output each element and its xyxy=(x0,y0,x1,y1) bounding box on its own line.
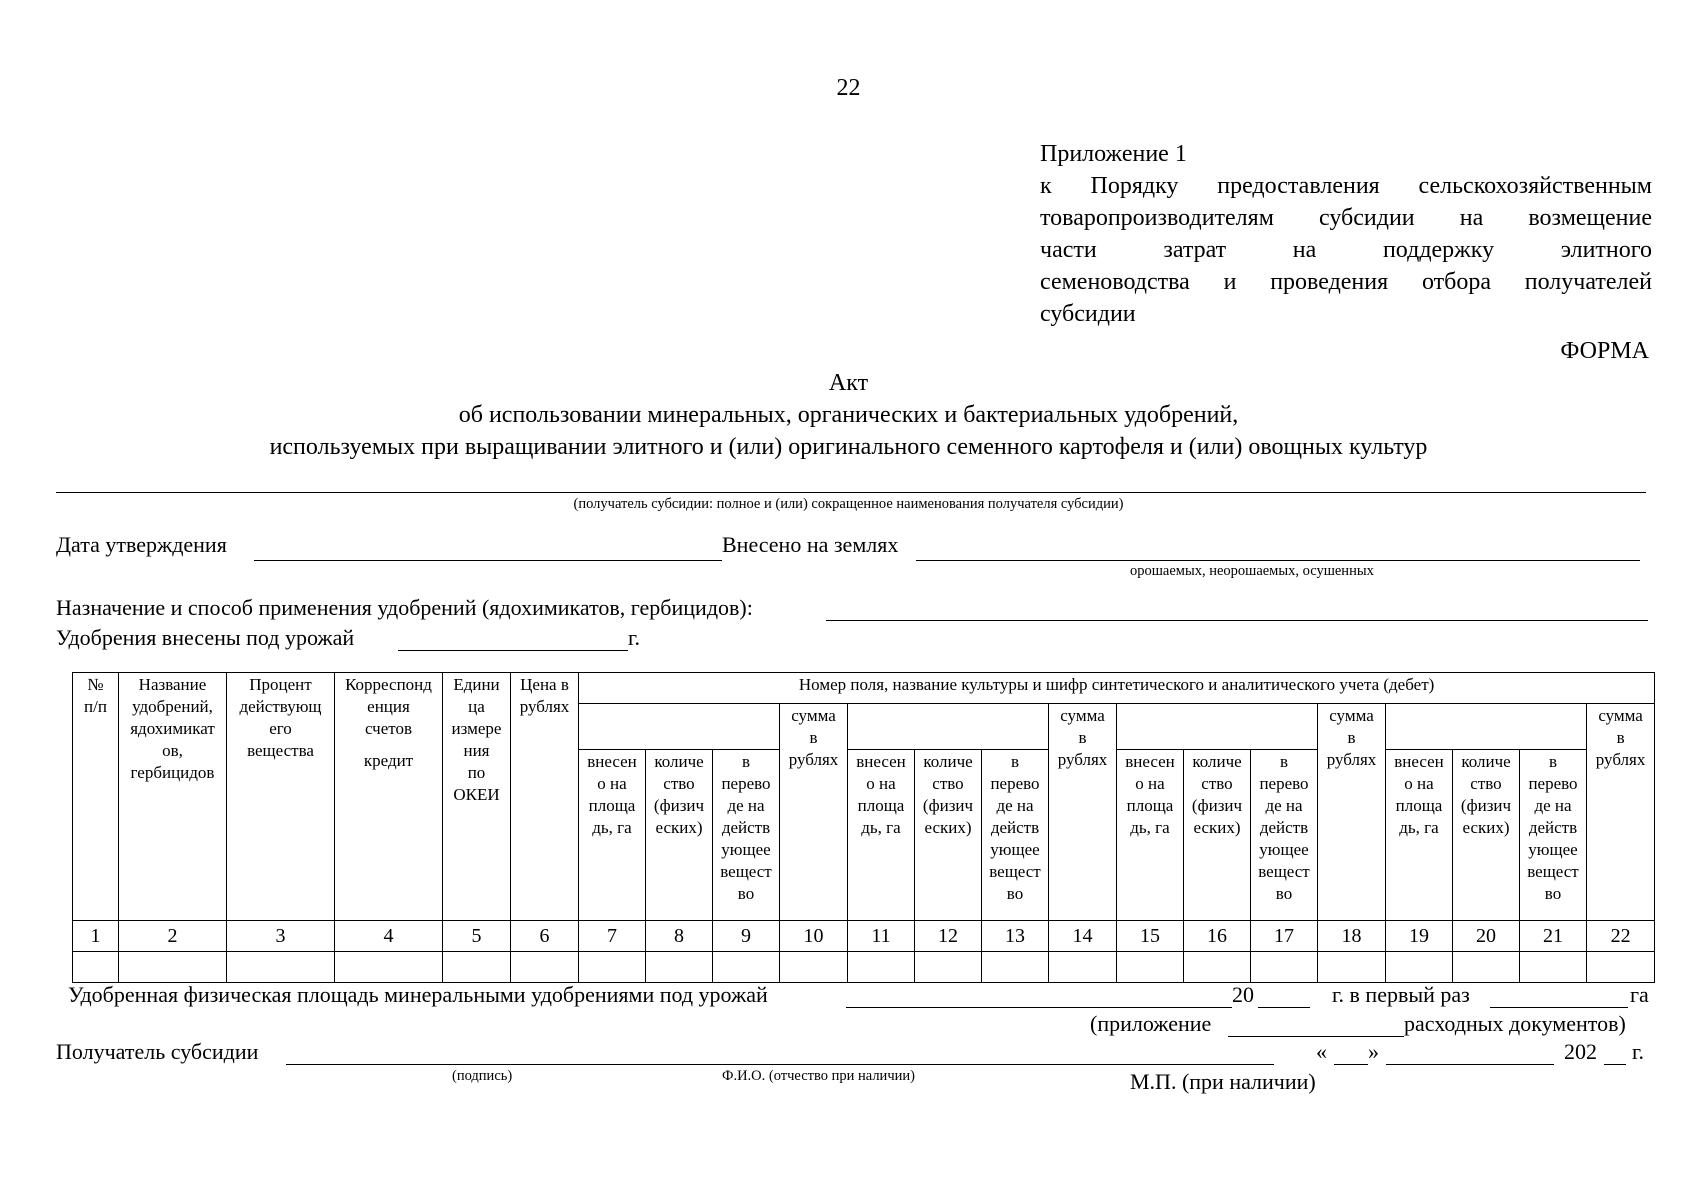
table-cell[interactable] xyxy=(579,951,646,982)
header-qty: количе ство (физич еских) xyxy=(915,749,982,920)
appendix-line: субсидии xyxy=(1040,301,1136,327)
column-number: 18 xyxy=(1318,920,1386,951)
column-number: 2 xyxy=(119,920,227,951)
table-cell[interactable] xyxy=(227,951,335,982)
appendix-block xyxy=(1040,138,1652,330)
header-name: Название удобрений, ядохимикат ов, гербицидов xyxy=(119,673,227,921)
header-field-block-2 xyxy=(848,704,1049,750)
table-cell[interactable] xyxy=(73,951,119,982)
quote-open: « xyxy=(1316,1039,1327,1064)
day-field[interactable] xyxy=(1334,1064,1368,1065)
area-label: Удобренная физическая площадь минеральными удобрениями под урожай xyxy=(68,982,768,1007)
header-sum-bottom: рублях xyxy=(780,749,848,920)
harvest-suffix: г. xyxy=(628,625,641,650)
appendix-heading: Приложение 1 xyxy=(1040,141,1187,167)
column-number: 20 xyxy=(1453,920,1520,951)
header-sum-bottom: рублях xyxy=(1318,749,1386,920)
approval-date-field[interactable] xyxy=(254,560,722,561)
header-no: № п/п xyxy=(73,673,119,921)
fio-caption: Ф.И.О. (отчество при наличии) xyxy=(722,1068,915,1084)
header-field-block-3 xyxy=(1117,704,1318,750)
fertilizer-table xyxy=(72,672,1655,983)
document-subtitle-line-2: используемых при выращивании элитного и (или) оригинального семенного картофеля и (или) овощных культур xyxy=(269,434,1428,460)
table-cell[interactable] xyxy=(1049,951,1117,982)
first-time-label: г. в первый раз xyxy=(1332,982,1470,1007)
lands-label: Внесено на землях xyxy=(722,532,899,557)
form-label: ФОРМА xyxy=(1560,338,1649,364)
appendix-line: семеноводства и проведения отбора получателей xyxy=(1040,269,1652,295)
column-number: 1 xyxy=(73,920,119,951)
header-active: в перево де на действ ующее вещест во xyxy=(982,749,1049,920)
table-cell[interactable] xyxy=(982,951,1049,982)
appendix-line: товаропроизводителям субсидии на возмещение xyxy=(1040,205,1652,231)
header-area: внесен о на площа дь, га xyxy=(579,749,646,920)
header-sum-top: сумма в xyxy=(1587,704,1655,750)
lands-field[interactable] xyxy=(916,560,1640,561)
header-qty: количе ство (физич еских) xyxy=(1184,749,1251,920)
column-number: 8 xyxy=(646,920,713,951)
table-cell[interactable] xyxy=(848,951,915,982)
column-number: 16 xyxy=(1184,920,1251,951)
header-sum-top: сумма в xyxy=(780,704,848,750)
document-subtitle-line-1: об использовании минеральных, органических и бактериальных удобрений, xyxy=(458,402,1239,428)
table-cell[interactable] xyxy=(119,951,227,982)
header-area: внесен о на площа дь, га xyxy=(1386,749,1453,920)
purpose-label: Назначение и способ применения удобрений (ядохимикатов, гербицидов): xyxy=(56,595,753,620)
recipient-caption: (получатель субсидии: полное и (или) сокращенное наименования получателя субсидии) xyxy=(573,496,1124,512)
column-number: 6 xyxy=(511,920,579,951)
table-cell[interactable] xyxy=(1251,951,1318,982)
appendix-line: части затрат на поддержку элитного xyxy=(1040,237,1652,263)
purpose-field[interactable] xyxy=(826,620,1648,621)
page-number: 22 xyxy=(836,75,861,101)
column-number: 15 xyxy=(1117,920,1184,951)
header-unit: Едини ца измере ния по ОКЕИ xyxy=(443,673,511,921)
table-cell[interactable] xyxy=(1587,951,1655,982)
stamp-caption: М.П. (при наличии) xyxy=(1130,1069,1316,1094)
year-prefix: 20 xyxy=(1232,982,1254,1007)
quote-close: » xyxy=(1368,1039,1379,1064)
header-group: Номер поля, название культуры и шифр синтетического и аналитического учета (дебет) xyxy=(579,673,1655,704)
year-field[interactable] xyxy=(1258,1007,1310,1008)
month-field[interactable] xyxy=(1386,1064,1554,1065)
table-cell[interactable] xyxy=(1520,951,1587,982)
recipient-label: Получатель субсидии xyxy=(56,1039,259,1064)
table-cell[interactable] xyxy=(1117,951,1184,982)
header-field-block-1 xyxy=(579,704,780,750)
signature-field[interactable] xyxy=(286,1064,1274,1065)
signature-caption: (подпись) xyxy=(452,1068,513,1084)
lands-caption: орошаемых, неорошаемых, осушенных xyxy=(1130,563,1374,579)
year-digit-field[interactable] xyxy=(1604,1064,1626,1065)
header-area: внесен о на площа дь, га xyxy=(848,749,915,920)
column-number: 9 xyxy=(713,920,780,951)
table-cell[interactable] xyxy=(646,951,713,982)
column-number: 12 xyxy=(915,920,982,951)
approval-date-label: Дата утверждения xyxy=(56,532,227,557)
column-number: 21 xyxy=(1520,920,1587,951)
header-sum-bottom: рублях xyxy=(1049,749,1117,920)
header-active: в перево де на действ ующее вещест во xyxy=(1251,749,1318,920)
header-percent: Процент действующ его вещества xyxy=(227,673,335,921)
header-active: в перево де на действ ующее вещест во xyxy=(1520,749,1587,920)
year-202: 202 xyxy=(1564,1039,1597,1064)
table-cell[interactable] xyxy=(1386,951,1453,982)
column-number: 4 xyxy=(335,920,443,951)
table-cell[interactable] xyxy=(1184,951,1251,982)
table-cell[interactable] xyxy=(1453,951,1520,982)
appendix-line: к Порядку предоставления сельскохозяйственным xyxy=(1040,173,1652,199)
column-number: 17 xyxy=(1251,920,1318,951)
column-number: 5 xyxy=(443,920,511,951)
header-credit: кредит xyxy=(335,749,443,920)
column-number: 7 xyxy=(579,920,646,951)
column-number: 10 xyxy=(780,920,848,951)
header-active: в перево де на действ ующее вещест во xyxy=(713,749,780,920)
table-cell[interactable] xyxy=(335,951,443,982)
header-sum-top: сумма в xyxy=(1049,704,1117,750)
table-cell[interactable] xyxy=(915,951,982,982)
header-corr: Корреспонд енция счетов xyxy=(335,673,443,750)
table-cell[interactable] xyxy=(1318,951,1386,982)
header-sum-bottom: рублях xyxy=(1587,749,1655,920)
harvest-year-field[interactable] xyxy=(398,650,628,651)
recipient-name-line[interactable] xyxy=(56,492,1646,493)
column-number: 14 xyxy=(1049,920,1117,951)
header-qty: количе ство (физич еских) xyxy=(646,749,713,920)
ha-label: га xyxy=(1630,982,1649,1007)
header-price: Цена в рублях xyxy=(511,673,579,921)
header-field-block-4 xyxy=(1386,704,1587,750)
column-number: 13 xyxy=(982,920,1049,951)
table-cell[interactable] xyxy=(780,951,848,982)
column-number: 11 xyxy=(848,920,915,951)
document-title: Акт xyxy=(828,370,869,396)
header-sum-top: сумма в xyxy=(1318,704,1386,750)
table-cell[interactable] xyxy=(511,951,579,982)
table-cell[interactable] xyxy=(443,951,511,982)
header-qty: количе ство (физич еских) xyxy=(1453,749,1520,920)
column-number: 22 xyxy=(1587,920,1655,951)
header-area: внесен о на площа дь, га xyxy=(1117,749,1184,920)
attachment-prefix: (приложение xyxy=(1090,1011,1212,1036)
column-number: 19 xyxy=(1386,920,1453,951)
attachment-suffix: расходных документов) xyxy=(1404,1011,1626,1036)
table-cell[interactable] xyxy=(713,951,780,982)
column-number: 3 xyxy=(227,920,335,951)
harvest-label: Удобрения внесены под урожай xyxy=(56,625,355,650)
year-suffix: г. xyxy=(1632,1039,1645,1064)
